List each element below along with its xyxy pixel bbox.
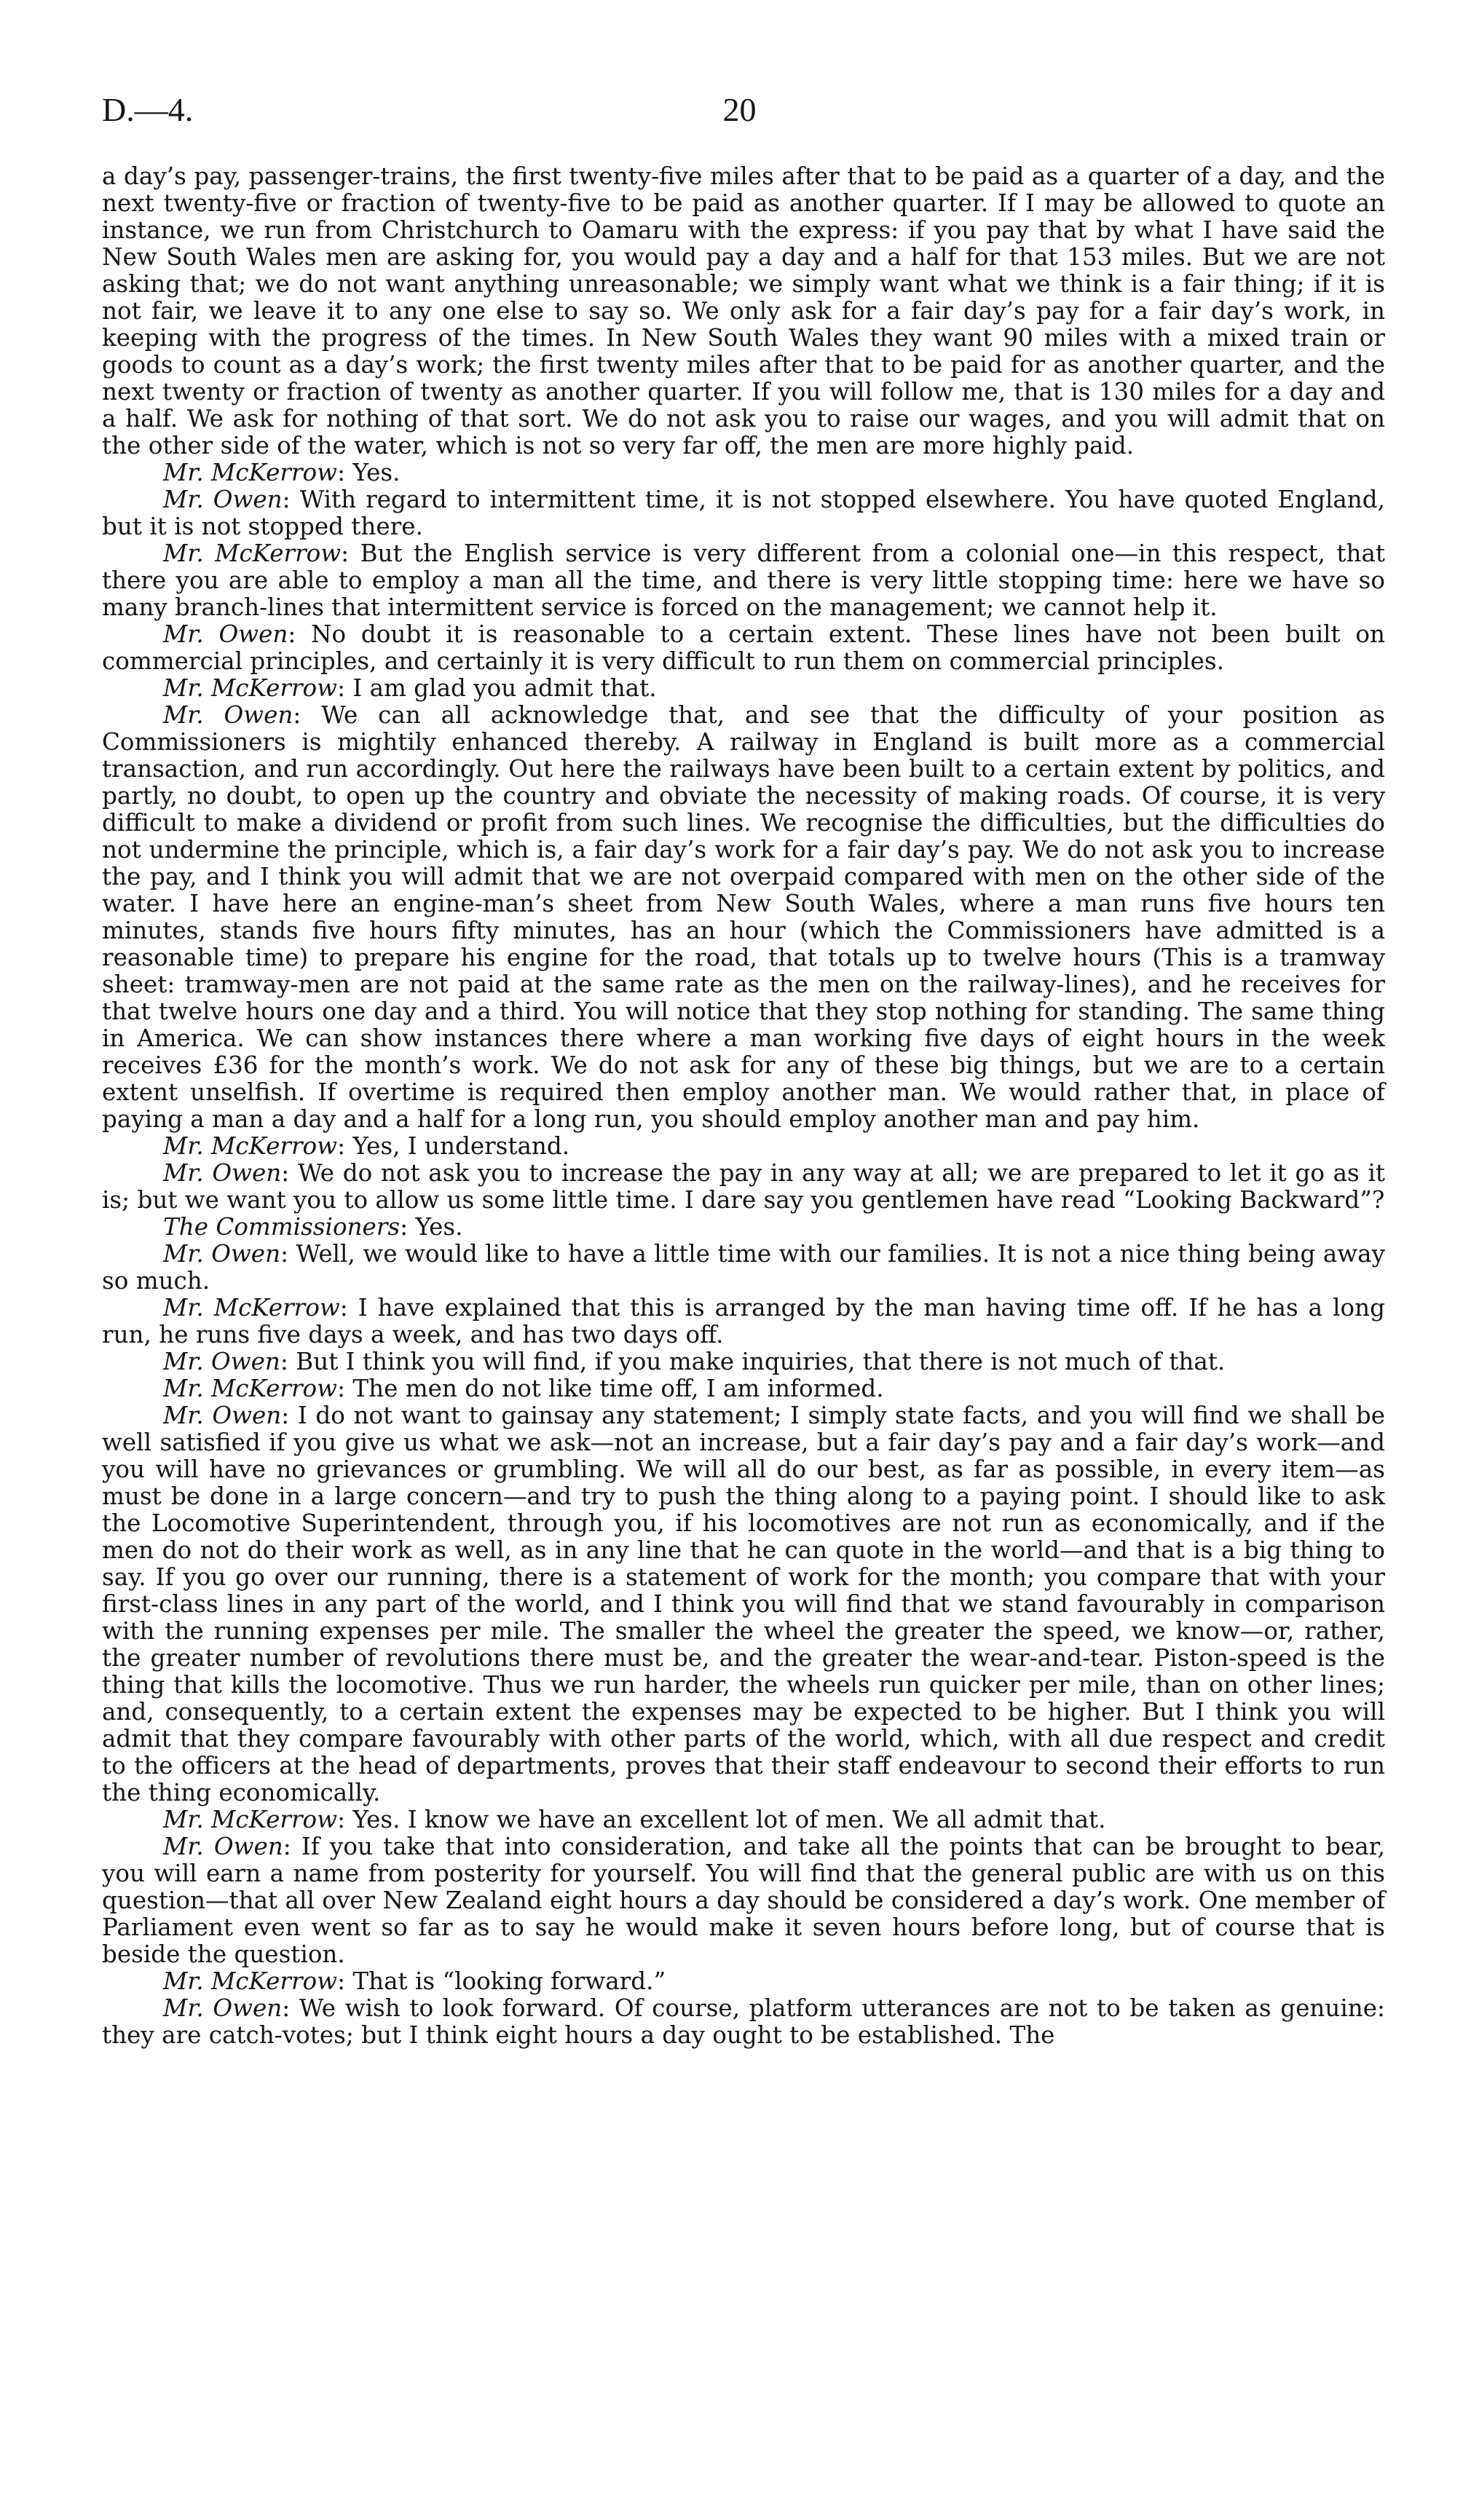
speaker-name: Mr. Owen (163, 1994, 283, 2022)
speaker-name: Mr. McKerrow (163, 1806, 338, 1833)
document-reference: D.—4. (102, 91, 194, 128)
paragraph-text: Yes, I understand. (352, 1132, 570, 1160)
body-text (102, 163, 1385, 2049)
speaker-name: Mr. McKerrow (163, 1375, 338, 1402)
paragraph-text: With regard to intermittent time, it is not stopped elsewhere. You have quoted England, but it is not stopped there. (102, 486, 1385, 540)
paragraph-text: Yes. (352, 459, 401, 486)
paragraph-text: We do not ask you to increase the pay in any way at all; we are prepared to let it go as it is; but we want you to allow us some little time. I dare say you gentlemen have read “Looking Backward”? (102, 1159, 1385, 1214)
paragraph-text: Well, we would like to have a little time with our families. It is not a nice thing being away so much. (102, 1240, 1385, 1295)
speaker-name: Mr. Owen (163, 1402, 282, 1429)
speaker-name: Mr. Owen (163, 1833, 283, 1860)
testimony-paragraph: Mr. Owen: We wish to look forward. Of course, platform utterances are not to be taken as genuine: they are catch-votes; but I think eight hours a day ought to be established. The (102, 1994, 1385, 2049)
speaker-name: Mr. McKerrow (163, 1132, 338, 1160)
paragraph-text: Yes. I know we have an excellent lot of men. We all admit that. (352, 1806, 1106, 1833)
speaker-name: Mr. Owen (163, 1348, 280, 1375)
page-number: 20 (722, 91, 757, 128)
testimony-paragraph: Mr. Owen: We can all acknowledge that, and see that the difficulty of your position as Commissioners is mightily enhanced thereby. A railway in England is built more as a commercial transaction, and run accordingly. Out here the railways have been built to a certain extent by politics, and partly, no doubt, to open up the country and obviate the necessity of making roads. Of course, it is very difficult to make a dividend or profit from such lines. We recognise the difficulties, but the difficulties do not undermine the principle, which is, a fair day’s work for a fair day’s pay. We do not ask you to increase the pay, and I think you will admit that we are not overpaid compared with men on the other side of the water. I have here an engine-man’s sheet from New South Wales, where a man runs five hours ten minutes, stands five hours fifty minutes, has an hour (which the Commissioners have admitted is a reasonable time) to prepare his engine for the road, that totals up to twelve hours (This is a tramway sheet: tramway-men are not paid at the same rate as the men on the railway-lines), and he receives for that twelve hours one day and a third. You will notice that they stop nothing for standing. The same thing in America. We can show instances there where a man working five days of eight hours in the week receives £36 for the month’s work. We do not ask for any of these big things, but we are to a certain extent unselfish. If overtime is required then employ another man. We would rather that, in place of paying a man a day and a half for a long run, you should employ another man and pay him. (102, 701, 1385, 1133)
paragraph-text: I am glad you admit that. (352, 674, 657, 702)
testimony-paragraph: Mr. McKerrow: That is “looking forward.” (163, 1967, 666, 1995)
testimony-paragraph: Mr. McKerrow: I have explained that this is arranged by the man having time off. If he has a long run, he runs five days a week, and has two days off. (102, 1294, 1385, 1348)
testimony-paragraph: Mr. Owen: I do not want to gainsay any statement; I simply state facts, and you will find we shall be well satisfied if you give us what we ask—not an increase, but a fair day’s pay and a fair day’s work—and you will have no grievances or grumbling. We will all do our best, as far as possible, in every item—as must be done in a large concern—and try to push the thing along to a paying point. I should like to ask the Locomotive Superintendent, through you, if his locomotives are not run as economically, and if the men do not do their work as well, as in any line that he can quote in the world—and that is a big thing to say. If you go over our running, there is a statement of work for the month; you compare that with your first-class lines in any part of the world, and I think you will find that we stand favourably in comparison with the running expenses per mile. The smaller the wheel the greater the speed, we know—or, rather, the greater number of revolutions there must be, and the greater the wear-and-tear. Piston-speed is the thing that kills the locomotive. Thus we run harder, the wheels run quicker per mile, than on other lines; and, consequently, to a certain extent the expenses may be expected to be higher. But I think you will admit that they compare favourably with other parts of the world, which, with all due respect and credit to the officers at the head of departments, proves that their staff endeavour to second their efforts to run the thing economically. (102, 1402, 1385, 1806)
speaker-name: Mr. Owen (163, 620, 288, 648)
paragraph-text: If you take that into consideration, and take all the points that can be brought to bear, you will earn a name from posterity for yourself. You will find that the general public are with us on this question—that all over New Zealand eight hours a day should be considered a day’s work. One member of Parliament even went so far as to say he would make it seven hours before long, but of course that is beside the question. (102, 1833, 1385, 1968)
page-header (102, 90, 1377, 134)
testimony-paragraph: Mr. McKerrow: Yes. I know we have an excellent lot of men. We all admit that. (163, 1806, 1106, 1833)
speaker-name: Mr. Owen (163, 1240, 281, 1268)
testimony-paragraph: Mr. Owen: No doubt it is reasonable to a certain extent. These lines have not been built on commercial principles, and certainly it is very difficult to run them on commercial principles. (102, 620, 1385, 675)
speaker-name: Mr. Owen (163, 486, 283, 513)
paragraph-text: I have explained that this is arranged by the man having time off. If he has a long run, he runs five days a week, and has two days off. (102, 1294, 1385, 1348)
testimony-paragraph: Mr. McKerrow: But the English service is very different from a colonial one—in this respect, that there you are able to employ a man all the time, and there is very little stopping time: here we have so many branch-lines that intermittent service is forced on the management; we cannot help it. (102, 540, 1385, 621)
paragraph-text: I do not want to gainsay any statement; I simply state facts, and you will find we shall be well satisfied if you give us what we ask—not an increase, but a fair day’s pay and a fair day’s work—and you will have no grievances or grumbling. We will all do our best, as far as possible, in every item—as must be done in a large concern—and try to push the thing along to a paying point. I should like to ask the Locomotive Superintendent, through you, if his locomotives are not run as economically, and if the men do not do their work as well, as in any line that he can quote in the world—and that is a big thing to say. If you go over our running, there is a statement of work for the month; you compare that with your first-class lines in any part of the world, and I think you will find that we stand favourably in comparison with the running expenses per mile. The smaller the wheel the greater the speed, we know—or, rather, the greater number of revolutions there must be, and the greater the wear-and-tear. Piston-speed is the thing that kills the locomotive. Thus we run harder, the wheels run quicker per mile, than on other lines; and, consequently, to a certain extent the expenses may be expected to be higher. But I think you will admit that they compare favourably with other parts of the world, which, with all due respect and credit to the officers at the head of departments, proves that their staff endeavour to second their efforts to run the thing economically. (102, 1402, 1385, 1806)
testimony-paragraph: The Commissioners: Yes. (163, 1213, 463, 1241)
testimony-paragraph: Mr. Owen: If you take that into consideration, and take all the points that can be brought to bear, you will earn a name from posterity for yourself. You will find that the general public are with us on this question—that all over New Zealand eight hours a day should be considered a day’s work. One member of Parliament even went so far as to say he would make it seven hours before long, but of course that is beside the question. (102, 1833, 1385, 1968)
speaker-name: Mr. McKerrow (163, 1294, 340, 1322)
speaker-name: Mr. McKerrow (163, 674, 338, 702)
paragraph-text: The men do not like time off, I am informed. (352, 1375, 884, 1402)
testimony-paragraph: Mr. Owen: Well, we would like to have a little time with our families. It is not a nice thing being away so much. (102, 1240, 1385, 1295)
speaker-name: Mr. McKerrow (163, 540, 342, 567)
paragraph-text: We can all acknowledge that, and see that the difficulty of your position as Commissioners is mightily enhanced thereby. A railway in England is built more as a commercial transaction, and run accordingly. Out here the railways have been built to a certain extent by politics, and partly, no doubt, to open up the country and obviate the necessity of making roads. Of course, it is very difficult to make a dividend or profit from such lines. We recognise the difficulties, but the difficulties do not undermine the principle, which is, a fair day’s work for a fair day’s pay. We do not ask you to increase the pay, and I think you will admit that we are not overpaid compared with men on the other side of the water. I have here an engine-man’s sheet from New South Wales, where a man runs five hours ten minutes, stands five hours fifty minutes, has an hour (which the Commissioners have admitted is a reasonable time) to prepare his engine for the road, that totals up to twelve hours (This is a tramway sheet: tramway-men are not paid at the same rate as the men on the railway-lines), and he receives for that twelve hours one day and a third. You will notice that they stop nothing for standing. The same thing in America. We can show instances there where a man working five days of eight hours in the week receives £36 for the month’s work. We do not ask for any of these big things, but we are to a certain extent unselfish. If overtime is required then employ another man. We would rather that, in place of paying a man a day and a half for a long run, you should employ another man and pay him. (102, 701, 1385, 1133)
paragraph-text: But the English service is very different from a colonial one—in this respect, that there you are able to employ a man all the time, and there is very little stopping time: here we have so many branch-lines that intermittent service is forced on the management; we cannot help it. (102, 540, 1385, 621)
paragraph-text: That is “looking forward.” (352, 1967, 666, 1995)
testimony-paragraph: Mr. McKerrow: Yes, I understand. (163, 1132, 570, 1160)
testimony-paragraph: Mr. Owen: We do not ask you to increase the pay in any way at all; we are prepared to let it go as it is; but we want you to allow us some little time. I dare say you gentlemen have read “Looking Backward”? (102, 1159, 1385, 1214)
paragraph-text: We wish to look forward. Of course, platform utterances are not to be taken as genuine: they are catch-votes; but I think eight hours a day ought to be established. The (102, 1994, 1385, 2049)
testimony-paragraph: Mr. McKerrow: Yes. (163, 459, 401, 486)
testimony-paragraph: Mr. Owen: But I think you will find, if you make inquiries, that there is not much of that. (163, 1348, 1226, 1375)
speaker-name: Mr. McKerrow (163, 1967, 338, 1995)
speaker-name: Mr. McKerrow (163, 459, 338, 486)
paragraph-text: a day’s pay, passenger-trains, the first twenty-five miles after that to be paid as a quarter of a day, and the next twenty-five or fraction of twenty-five to be paid as another quarter. If I may be allowed to quote an instance, we run from Christchurch to Oamaru with the express: if you pay that by what I have said the New South Wales men are asking for, you would pay a day and a half for that 153 miles. But we are not asking that; we do not want anything unreasonable; we simply want what we think is a fair thing; if it is not fair, we leave it to any one else to say so. We only ask for a fair day’s pay for a fair day’s work, in keeping with the progress of the times. In New South Wales they want 90 miles with a mixed train or goods to count as a day’s work; the first twenty miles after that to be paid for as another quarter, and the next twenty or fraction of twenty as another quarter. If you will follow me, that is 130 miles for a day and a half. We ask for nothing of that sort. We do not ask you to raise our wages, and you will admit that on the other side of the water, which is not so very far off, the men are more highly paid. (102, 162, 1385, 459)
testimony-paragraph: Mr. Owen: With regard to intermittent time, it is not stopped elsewhere. You have quoted England, but it is not stopped there. (102, 486, 1385, 540)
paragraph-text: No doubt it is reasonable to a certain extent. These lines have not been built on commercial principles, and certainly it is very difficult to run them on commercial principles. (102, 620, 1385, 675)
speaker-name: Mr. Owen (163, 1159, 282, 1187)
speaker-name: The Commissioners (163, 1213, 401, 1241)
paragraph-text: Yes. (415, 1213, 463, 1241)
testimony-paragraph: Mr. McKerrow: I am glad you admit that. (163, 674, 657, 702)
speaker-name: Mr. Owen (163, 701, 293, 729)
continued-paragraph (102, 163, 1385, 459)
paragraph-text: But I think you will find, if you make inquiries, that there is not much of that. (296, 1348, 1226, 1375)
testimony-paragraph: Mr. McKerrow: The men do not like time off, I am informed. (163, 1375, 884, 1402)
